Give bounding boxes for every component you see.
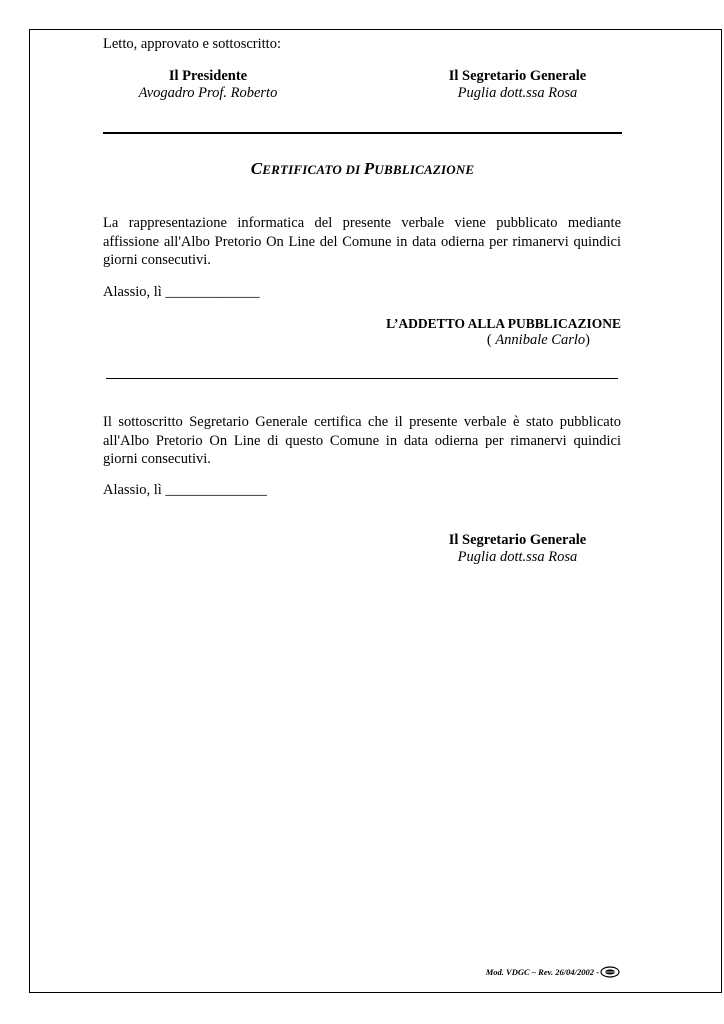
- addetto-signature: [340, 332, 590, 349]
- secretary-signature-bottom: [420, 532, 615, 566]
- addetto-role: L’ADDETTO ALLA PUBBLICAZIONE: [386, 316, 621, 331]
- footer: [400, 966, 620, 980]
- document-seal-icon: [600, 966, 620, 980]
- secretary-name-bottom: Puglia dott.ssa Rosa: [457, 549, 578, 565]
- president-name: Avogadro Prof. Roberto: [138, 85, 278, 101]
- addetto-paren-close: ): [585, 332, 590, 348]
- title-cap-c: C: [250, 159, 263, 178]
- top-divider: [103, 132, 622, 134]
- secretary-signature-top: [420, 68, 615, 102]
- title-part-2: UBBLICAZIONE: [374, 162, 475, 177]
- title-cap-p: P: [363, 159, 375, 178]
- president-role: Il Presidente: [168, 68, 248, 84]
- president-signature: [103, 68, 313, 102]
- addetto-name: Annibale Carlo: [495, 332, 586, 348]
- secretary-certification-paragraph: Il sottoscritto Segretario Generale certifica che il presente verbale è stato pubblicato all'Albo Pretorio On Line di questo Comune in data odierna per rimanervi quindici giorni consecutivi.: [103, 414, 621, 467]
- secretary-role-bottom: Il Segretario Generale: [448, 532, 587, 548]
- certificate-title: [103, 159, 622, 179]
- title-part-1: ERTIFICATO DI: [262, 162, 364, 177]
- footer-text: Mod. VDGC – Rev. 26/04/2002 -: [485, 966, 599, 977]
- place-date-1: Alassio, lì _____________: [103, 284, 260, 300]
- middle-divider: [106, 378, 618, 379]
- intro-text: Letto, approvato e sottoscritto:: [103, 36, 281, 52]
- secretary-role-top: Il Segretario Generale: [448, 68, 587, 84]
- place-date-2: Alassio, lì ______________: [103, 482, 267, 498]
- addetto-paren-open: (: [486, 332, 496, 348]
- certificate-paragraph: La rappresentazione informatica del presente verbale viene pubblicato mediante affissione all'Albo Pretorio On Line del Comune in data odierna per rimanervi quindici giorni consecutivi.: [103, 215, 621, 268]
- secretary-name-top: Puglia dott.ssa Rosa: [457, 85, 578, 101]
